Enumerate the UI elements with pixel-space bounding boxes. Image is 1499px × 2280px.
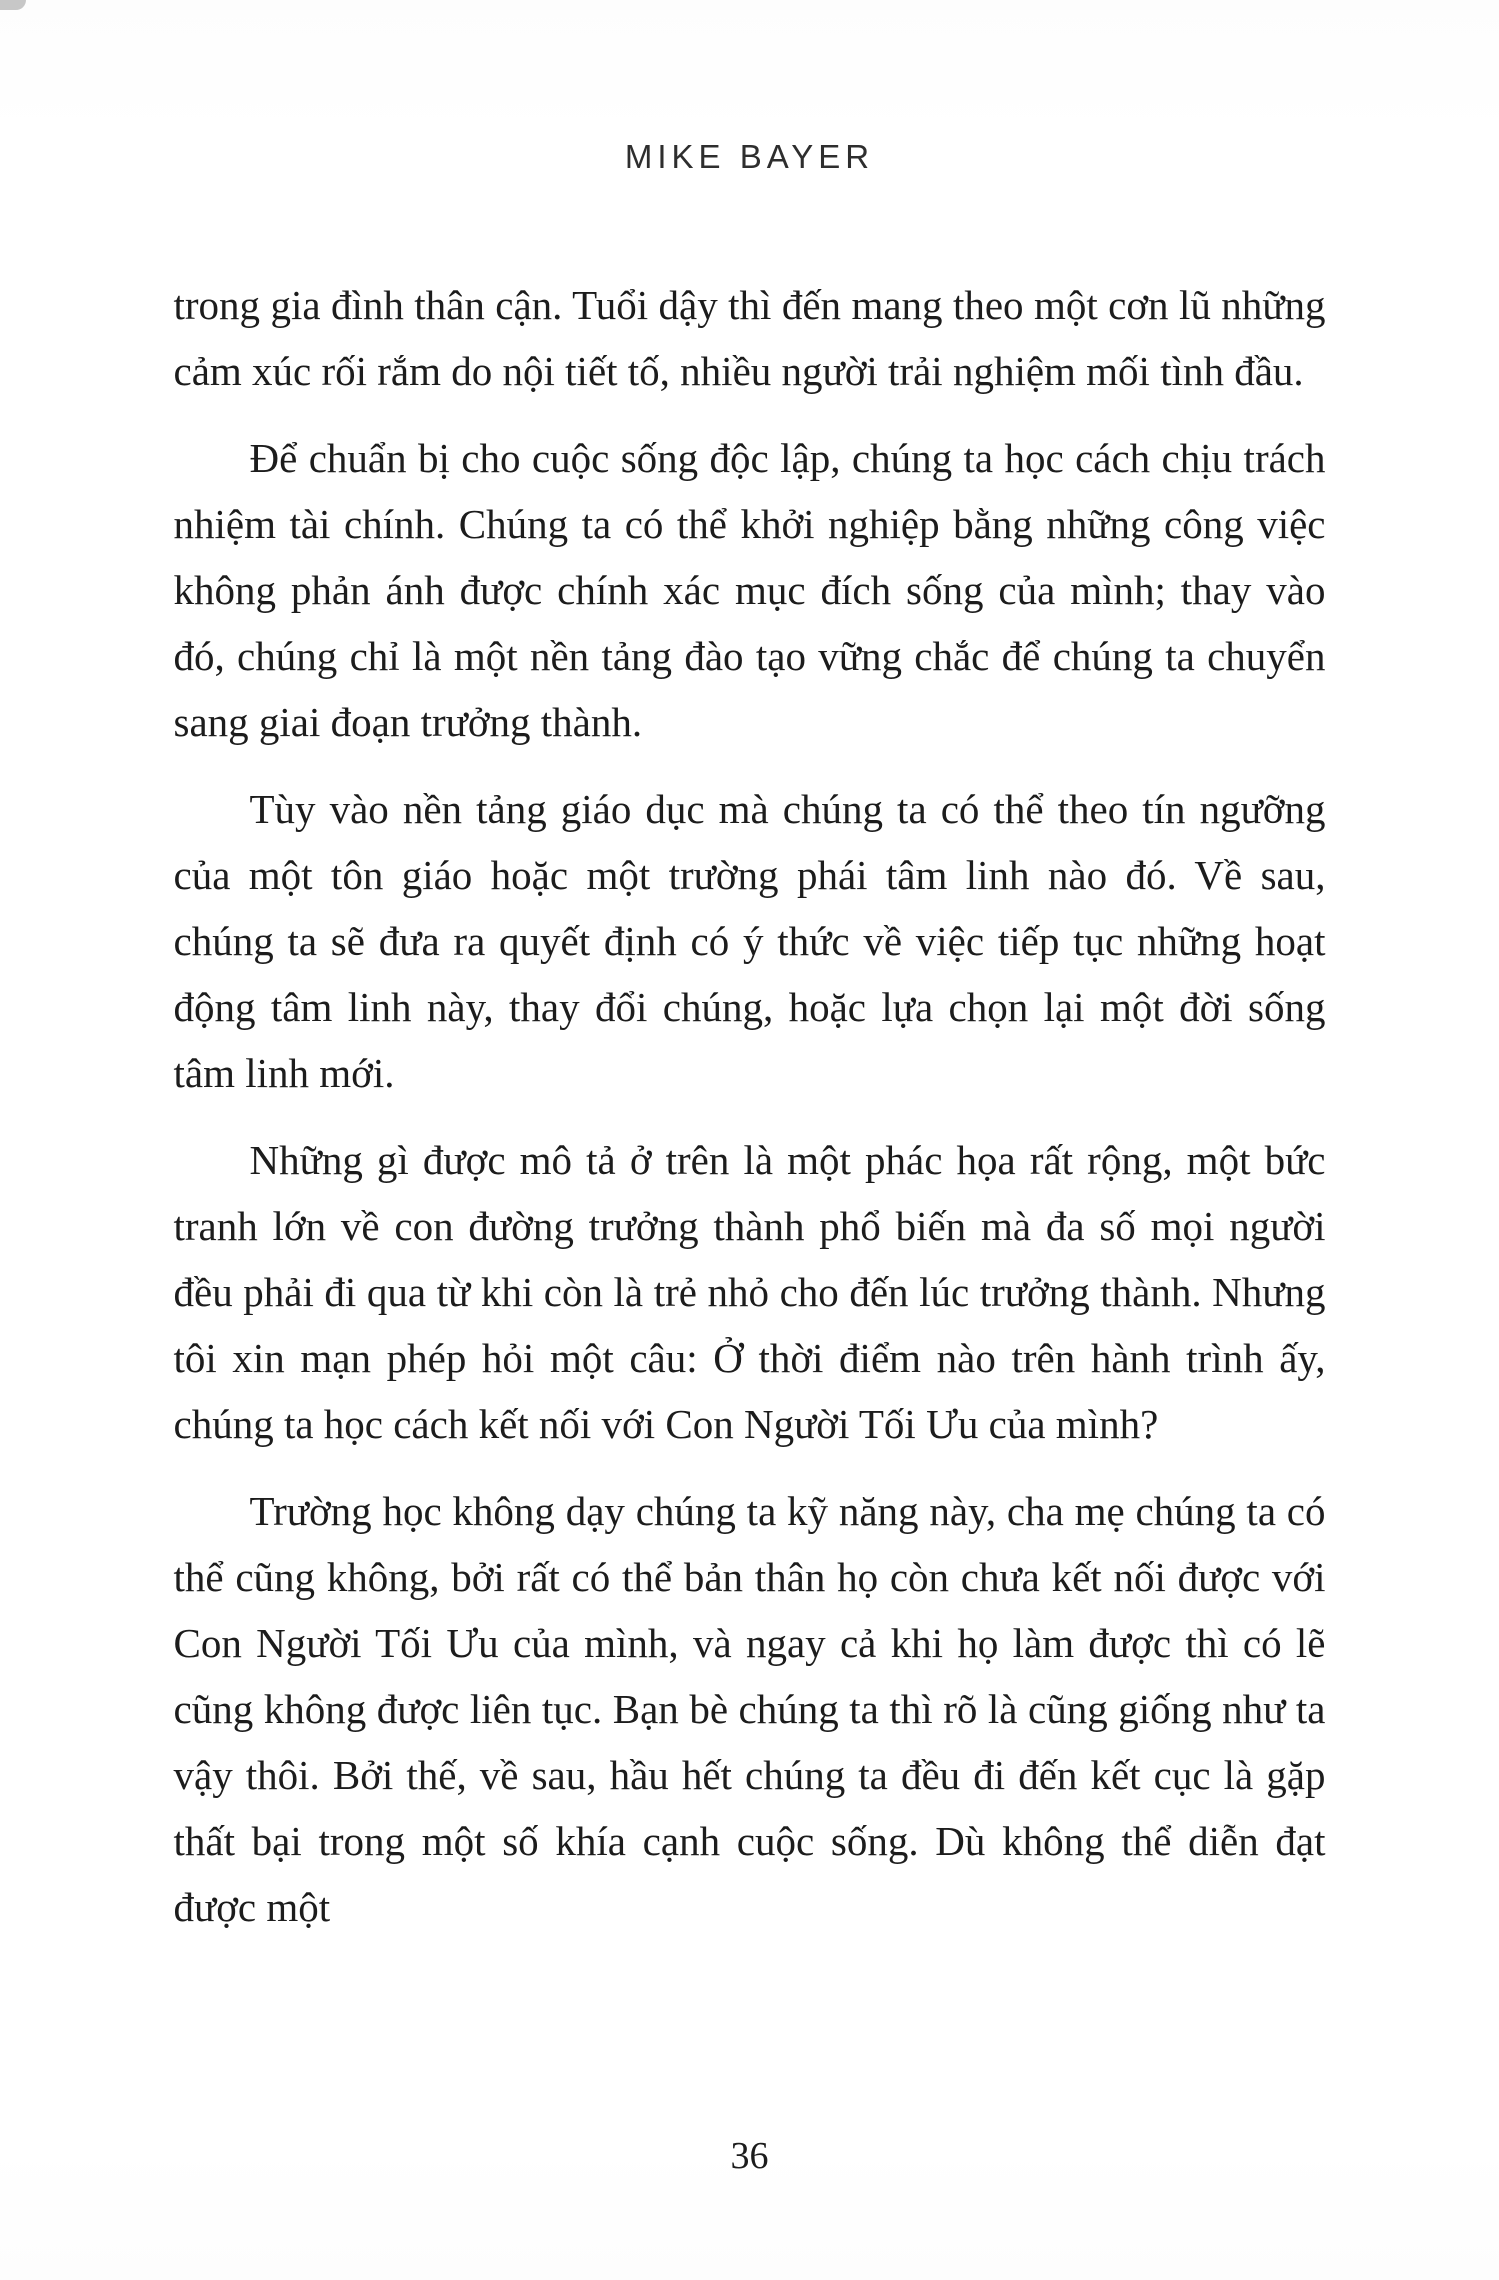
running-header: MIKE BAYER <box>624 138 875 175</box>
paragraph: trong gia đình thân cận. Tuổi dậy thì đến mang theo một cơn lũ những cảm xúc rối rắm do nội tiết tố, nhiều người trải nghiệm mối tình đầu. <box>173 282 1326 394</box>
page-number: 36 <box>730 2135 769 2177</box>
paragraph: Trường học không dạy chúng ta kỹ năng này, cha mẹ chúng ta có thể cũng không, bởi rất có thể bản thân họ còn chưa kết nối được với Con Người Tối Ưu của mình, và ngay cả khi họ làm được thì có lẽ cũng không được liên tục. Bạn bè chúng ta thì rõ là cũng giống như ta vậy thôi. Bởi thế, về sau, hầu hết chúng ta đều đi đến kết cục là gặp thất bại trong một số khía cạnh cuộc sống. Dù không thể diễn đạt được một <box>173 1488 1326 1930</box>
paragraph: Những gì được mô tả ở trên là một phác họa rất rộng, một bức tranh lớn về con đường trưởng thành phổ biến mà đa số mọi người đều phải đi qua từ khi còn là trẻ nhỏ cho đến lúc trưởng thành. Nhưng tôi xin mạn phép hỏi một câu: Ở thời điểm nào trên hành trình ấy, chúng ta học cách kết nối với Con Người Tối Ưu của mình? <box>173 1137 1326 1447</box>
paragraph: Để chuẩn bị cho cuộc sống độc lập, chúng ta học cách chịu trách nhiệm tài chính. Chúng ta có thể khởi nghiệp bằng những công việc không phản ánh được chính xác mục đích sống của mình; thay vào đó, chúng chỉ là một nền tảng đào tạo vững chắc để chúng ta chuyển sang giai đoạn trưởng thành. <box>173 435 1326 745</box>
paragraph: Tùy vào nền tảng giáo dục mà chúng ta có thể theo tín ngưỡng của một tôn giáo hoặc một trường phái tâm linh nào đó. Về sau, chúng ta sẽ đưa ra quyết định có ý thức về việc tiếp tục những hoạt động tâm linh này, thay đổi chúng, hoặc lựa chọn lại một đời sống tâm linh mới. <box>173 786 1326 1096</box>
page-body <box>174 272 1326 1940</box>
